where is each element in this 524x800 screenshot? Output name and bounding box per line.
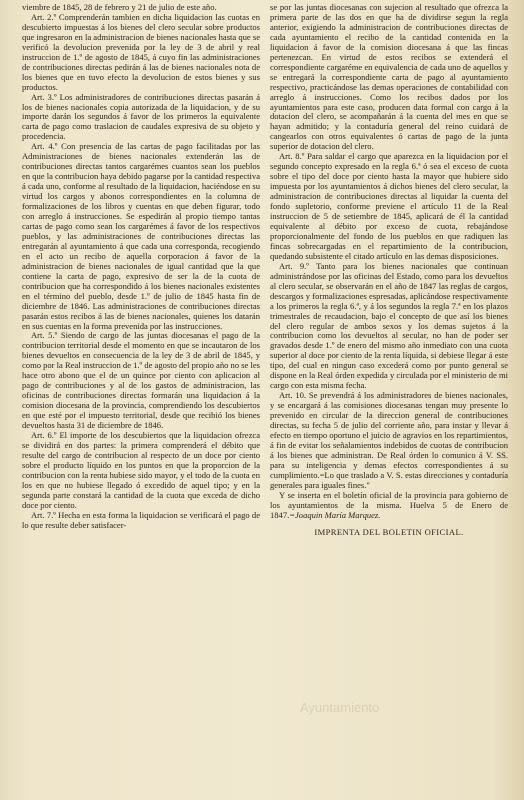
article-9: Art. 9.º Tanto para los bienes nacionales que continuan administrándose por las oficinas del Estado, como para los devueltos al clero secular, se observarán en el año de 1847 las reglas de cargos, descargos y formalizaciones espresadas, aplicándose respectivamente a los primeros la regla 6.ª, y á los segundos la regla 7.ª en los plazos trimestrales de recaudacion, bajo el concepto de que así los bienes del clero regular de ambos sexos y los demas sujetos á la contribucion como los devueltos al secular, no han de poder ser gravados desde 1.º de enero del mismo año inmediato con una cuota superior al doce por ciento de la renta líquida, si debiese llegar á este tipo, del cual en ningun caso excederá como por punto general se dispone en la Real órden expedida y circulada por el ministerio de mi cargo con esta misma fecha. — [270, 260, 508, 391]
paragraph: viembre de 1845, 28 de febrero y 21 de julio de este año. — [22, 3, 217, 12]
right-column — [270, 3, 508, 800]
article-7: Art. 7.º Hecha en esta forma la liquidacion se verificará el pago de lo que resulte deber satisfacer- — [22, 509, 260, 530]
article-2: Art. 2.º Comprenderán tambien en dicha liquidacion las cuotas en descubierto impuestas á los bienes del clero secular sobre productos que ingresaron en la administracion de bienes nacionales hasta que se verificó la devolucion prevenida por la ley de 3 de abril y real instruccion de 1.º de agosto de 1845, á cuyo fin las administraciones de contribuciones directas pedirán á las de bienes nacionales nota de los bienes que en tuvo efecto la devolucion de estos bienes y sus productos. — [22, 11, 260, 92]
article-5: Art. 5.º Siendo de cargo de las juntas diocesanas el pago de la contribucion territorial desde el momento en que se incautaron de los bienes devueltos en consecuencia de la ley de 3 de abril de 1845, y como por la Real instruccion de 1.º de agosto del propio año no se les hace otro abono que el de un quince por ciento con aplicacion al pago de contribuciones y al de los gastos de administracion, las oficinas de contribuciones directas formarán una liquidacion á la comision diocesana de la provincia, comprendiendo los descubiertos en que esté por el impuesto territorial, desde que recibió los bienes devueltos hasta 31 de diciembre de 1846. — [22, 330, 260, 431]
article-10: Art. 10. Se prevendrá á los administradores de bienes nacionales, y se encargará á las comisiones diocesanas tengan muy presente lo prevenido en circular de la direccion general de contribuciones directas, su fecha 5 de julio del corriente año, para instar y llevar á efecto en tiempo oportuno el juicio de agravios en los repartimientos, á fin de evitar los señalamientos indebidos de cuotas de contribucion á los bienes que administran. De Real órden lo comunico á V. SS. para su inteligencia y demas efectos correspondientes á su cumplimiento.=Lo que traslado a V. S. estas direcciones y contaduría generales para iguales fines." — [270, 390, 508, 490]
article-4: Art. 4.º Con presencia de las cartas de pago facilitadas por las Administraciones de bienes nacionales extenderán las de contribuciones directas tantos cargarémes cuantos sean los pueblos en que la contribucion haya debido pagarse por la cantidad respectiva á cada uno, conforme al resultado de la liquidacion, haciéndose en su virtud los cargos y abonos correspondientes en la columna de formalizaciones de los libros y cuentas en que deben figurar, todo con arreglo á instrucciones. Se espedirán al propio tiempo tantas cartas de pago como sean los cargarémes á favor de los respectivos pueblos, y las administraciones de contribuciones directas las entregarán al ayuntamiento á que cada una corresponda, recogiendo en el acto un recibo de aquella corporacion á favor de la administracion de bienes nacionales de igual cantidad que la que contiene la carta de pago, expresivo de ser la de la cuota de contribucion que ha correspondido á los bienes nacionales existentes en el término del pueblo, desde 1.º de julio de 1845 hasta fin de diciembre de 1846. Las administraciones de contribuciones directas pasarán estos recibos á las de bienes nacionales, quienes los datarán en sus cuentas en la forma prevenida por las instrucciones. — [22, 141, 260, 331]
watermark: Ayuntamiento — [300, 700, 380, 715]
signature: =Joaquin María Marquez. — [289, 509, 381, 520]
article-8: Art. 8.º Para saldar el cargo que aparezca en la liquidacion por el segundo concepto expresado en la regla 6.ª ó sea el exceso de cuota sobre el tipo del doce por ciento hasta la mayor que hubiere sido impuesta por los ayuntamientos á dichos bienes del clero secular, la administracion de contribuciones directas al liquidar la cuenta del fondo supletorio, conforme previene el artículo 11 de la Real instruccion de 5 de setiembre de 1845, aplicará de él la cantidad equivalente al débito por exceso de cuota, rebajándose proporcionalmente del fondo de los pueblos en que radiquen las fincas sobrecargadas en el repartimiento de la contribucion, quedando subsistente el citado artículo en las demas disposiciones. — [270, 151, 508, 261]
article-6: Art. 6.º El importe de los descubiertos que la liquidacion ofrezca se dividirá en dos partes: la primera comprenderá el débito que resulte del cargo de contribucion al respecto de un doce por ciento sobre el producto líquido en los puntos en que la proporcion de la contribucion con la renta hubiese sido mayor, y el todo de la cuota en los en que no hubiese llegado ó excedido de aquel tipo; y en la segunda parte constará la cantidad de la cuota que exceda de dicho doce por ciento. — [22, 429, 260, 510]
printer-imprint: IMPRENTA DEL BOLETIN OFICIAL. — [314, 526, 464, 537]
article-3: Art. 3.º Los administradores de contribuciones directas pasarán á los de bienes nacionales copia autorizada de la liquidacion, y de su importe darán los segundos á favor de los primeros la equivalente carta de pago como traslacion de caudales expresiva de su objeto y procedencia. — [22, 91, 260, 142]
paragraph: se por las juntas diocesanas con sujecion al resultado que ofrezca la primera parte de las dos en que ha de dividirse segun la regla anterior, exigiendo la administracion de contribuciones directas de cada ayuntamiento el recibo de la cantidad contenida en la liquidacion á favor de la comision diocesana á que las fincas pertenezcan. En virtud de estos recibos se extenderá el correspondiente cargaréme en equivalencia de cada uno de aquellos y se entregará la correspondiente carta de pago al ayuntamiento respectivo, practicándose las demas operaciones de contabilidad con arreglo á instrucciones. Como los recibos dados por los ayuntamientos para este caso, producen data formal con cargo á la dotacion del clero, se acompañarán á la cuenta del mes en que se hayan admitido; y la contaduría general del reino cuidará de cangearlos con otros equivalentes ó cartas de pago de la junta superior de dotacion del clero. — [270, 3, 508, 152]
closing-paragraph — [270, 491, 508, 521]
closing-text: Y se inserta en el boletín oficial de la provincia para gobierno de los ayuntamientos de la misma. Huelva 5 de Enero de 1847. — [270, 489, 508, 520]
left-column — [22, 3, 260, 800]
